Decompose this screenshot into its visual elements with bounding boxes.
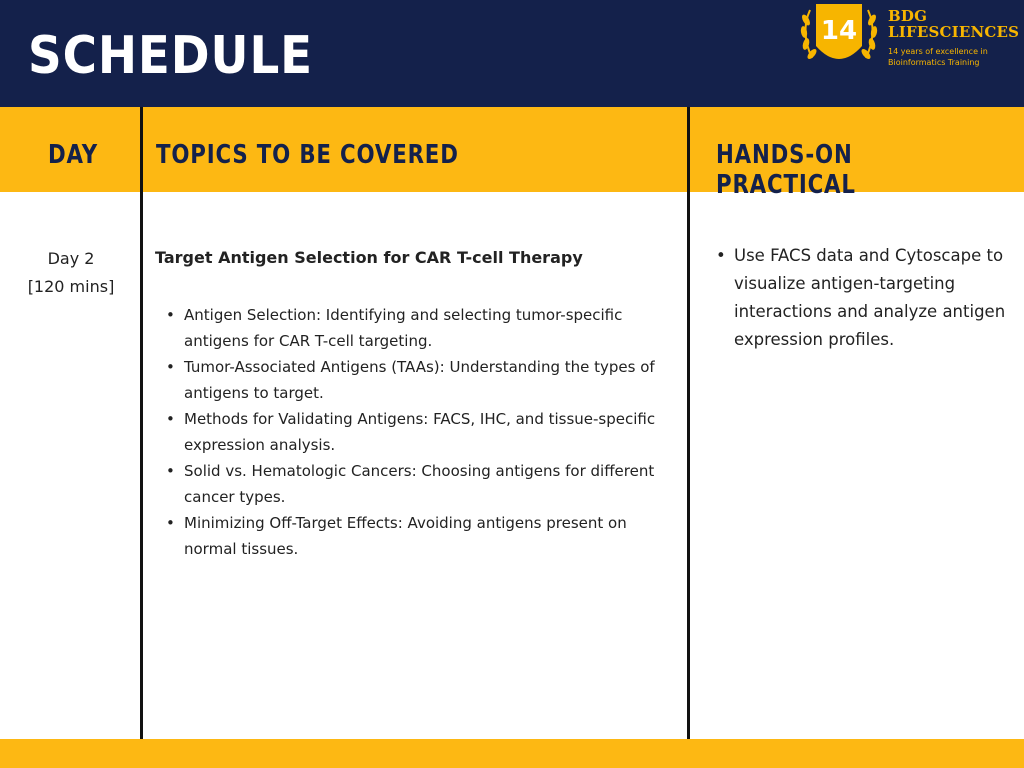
topic-title: Target Antigen Selection for CAR T-cell Therapy: [155, 248, 583, 267]
column-divider-2: [687, 107, 690, 739]
column-header-topics: TOPICS TO BE COVERED: [156, 140, 459, 170]
topic-item: • Antigen Selection: Identifying and selecting tumor-specific antigens for CAR T-cell targeting.: [184, 302, 666, 354]
brand-tagline: [888, 46, 1018, 68]
topic-list: [184, 302, 666, 562]
page-title: SCHEDULE: [28, 26, 314, 86]
brand-tagline-line2: Bioinformatics Training: [888, 58, 980, 67]
column-header-practical: HANDS-ON PRACTICAL: [716, 140, 856, 200]
brand-name-line1: BDG: [888, 7, 928, 25]
brand-name: [888, 8, 1019, 40]
footer-band: [0, 739, 1024, 768]
brand-tagline-line1: 14 years of excellence in: [888, 47, 988, 56]
day-label: Day 2: [47, 249, 95, 268]
column-header-day: DAY: [48, 140, 99, 170]
practical-item: • Use FACS data and Cytoscape to visualize antigen-targeting interactions and analyze antigen expression profiles.: [734, 242, 1020, 354]
day-duration: [120 mins]: [27, 277, 115, 296]
brand-logo: [796, 2, 1022, 70]
topic-item: • Solid vs. Hematologic Cancers: Choosing antigens for different cancer types.: [184, 458, 666, 510]
practical-list: [734, 242, 1020, 354]
topic-item: • Tumor-Associated Antigens (TAAs): Understanding the types of antigens to target.: [184, 354, 666, 406]
badge-number: 14: [820, 16, 858, 46]
column-divider-1: [140, 107, 143, 739]
day-cell: [0, 245, 142, 301]
topic-item: • Methods for Validating Antigens: FACS, IHC, and tissue-specific expression analysis.: [184, 406, 666, 458]
brand-name-line2: LIFESCIENCES: [888, 23, 1020, 41]
topic-item: • Minimizing Off-Target Effects: Avoiding antigens present on normal tissues.: [184, 510, 666, 562]
